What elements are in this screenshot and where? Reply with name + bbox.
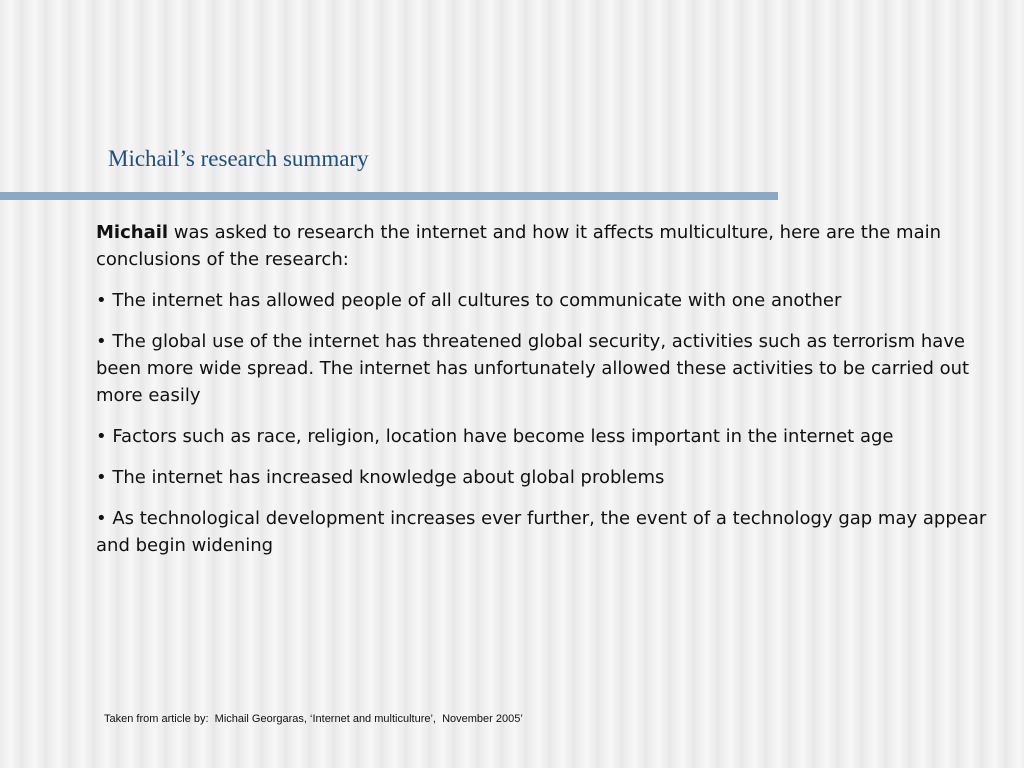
slide-body	[96, 219, 988, 573]
bullet-item: • The global use of the internet has threatened global security, activities such as terrorism have been more wide spread. The internet has unfortunately allowed these activities to be carried out more easily	[96, 331, 970, 406]
source-citation: Taken from article by: Michail Georgaras, ‘Internet and multiculture’, November 2005’	[104, 713, 523, 725]
intro-text: was asked to research the internet and how it affects multiculture, here are the main conclusions of the research:	[96, 222, 942, 270]
bullet-item: • As technological development increases ever further, the event of a technology gap may appear and begin widening	[96, 508, 987, 556]
slide-title: Michail’s research summary	[108, 146, 369, 171]
bullet-item: • The internet has increased knowledge about global problems	[96, 467, 665, 488]
title-underline-bar	[0, 192, 778, 200]
researcher-name: Michail	[96, 222, 169, 243]
intro-paragraph	[96, 219, 988, 273]
bullet-item: • Factors such as race, religion, location have become less important in the internet age	[96, 426, 894, 447]
bullet-item: • The internet has allowed people of all cultures to communicate with one another	[96, 290, 842, 311]
